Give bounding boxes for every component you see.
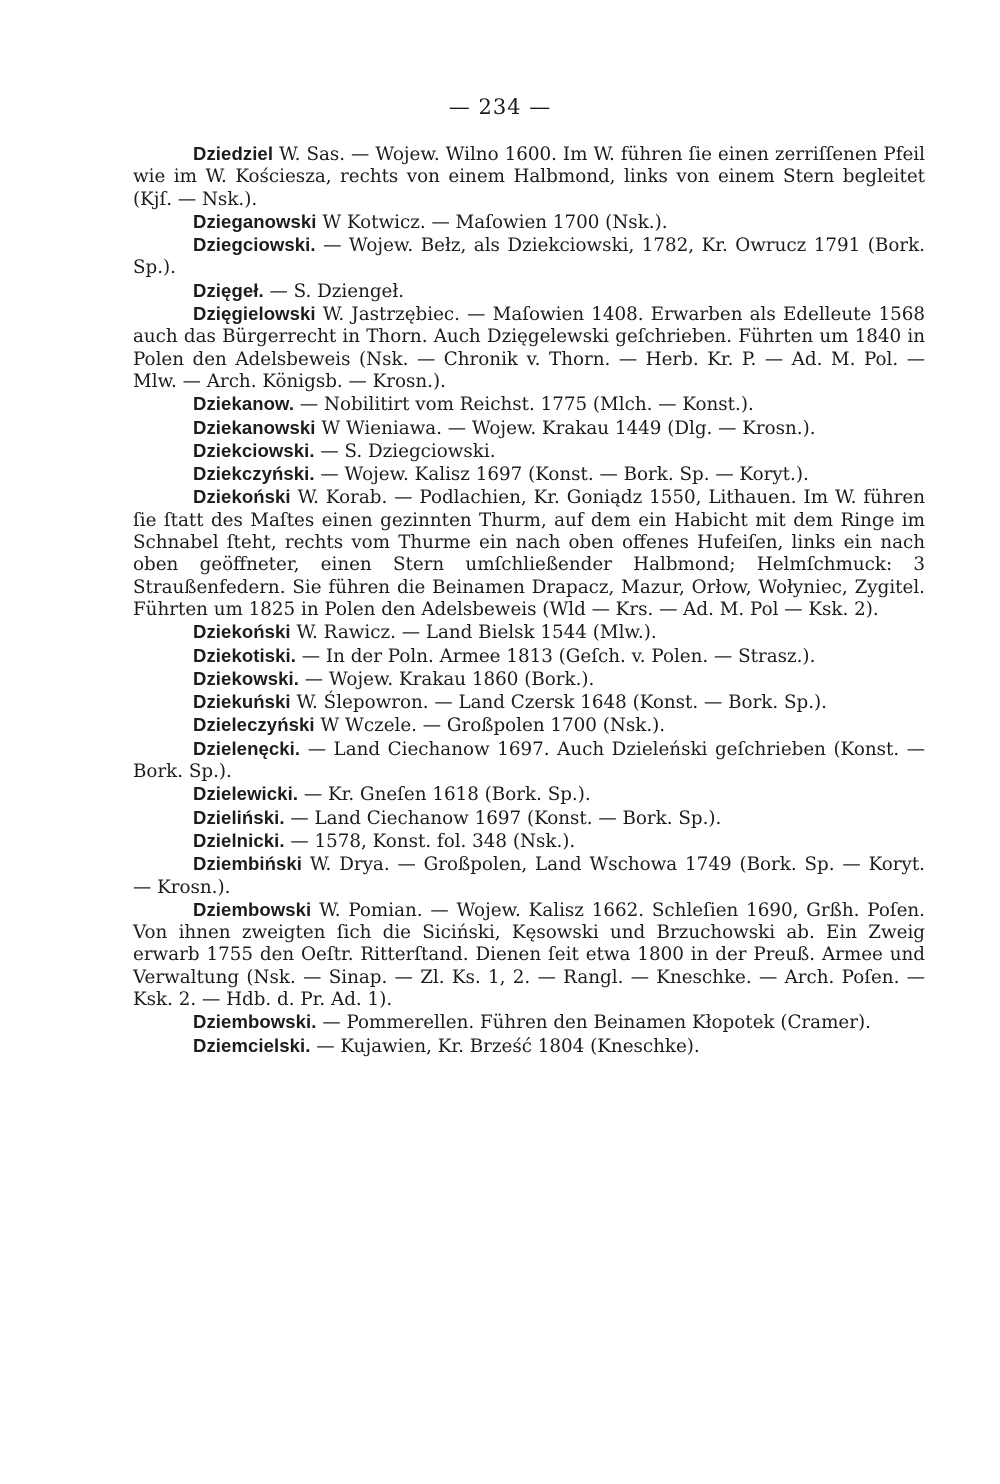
entry-headword: Dziembowski: [193, 898, 312, 920]
entry: [133, 645, 925, 668]
entry-text: — Kujawien, Kr. Brześć 1804 (Kneschke).: [310, 1035, 700, 1057]
entry-headword: Dziemcielski.: [193, 1034, 311, 1056]
entry-headword: Dziekoński: [193, 486, 291, 508]
entry: [133, 486, 925, 621]
entry: [133, 1035, 925, 1058]
entry-text: — S. Dziengeł.: [263, 280, 405, 302]
entry-text: W Wieniawa. — Wojew. Krakau 1449 (Dlg. — Krosn.).: [315, 417, 816, 439]
entry-text: — Wojew. Krakau 1860 (Bork.).: [298, 668, 595, 690]
entry: [133, 783, 925, 806]
entry-text: W. Pomian. — Wojew. Kalisz 1662. Schleſien 1690, Grßh. Poſen. Von ihnen zweigten ſich die Siciński, Kęsowski und Brzuchowski ab. Ein Zweig erwarb 1755 den Oeſtr. Ritterſtand. Dienen ſeit etwa 1800 in der Preuß. Armee und Verwaltung (Nsk. — Sinap. — Zl. Ks. 1, 2. — Rangl. — Kneschke. — Arch. Poſen. — Ksk. 2. — Hdb. d. Pr. Ad. 1).: [133, 899, 925, 1010]
entry-text: W. Ślepowron. — Land Czersk 1648 (Konst. — Bork. Sp.).: [290, 692, 827, 714]
entry: [133, 714, 925, 737]
entry: [133, 234, 925, 280]
entry-text: W Wczele. — Großpolen 1700 (Nsk.).: [314, 715, 666, 737]
entry-headword: Dzielnicki.: [193, 829, 285, 851]
entry: [133, 393, 925, 416]
entry-text: — 1578, Konst. fol. 348 (Nsk.).: [284, 830, 576, 852]
entry-text: — Wojew. Bełz, als Dziekciowski, 1782, Kr. Owrucz 1791 (Bork. Sp.).: [133, 235, 925, 279]
entry-headword: Dzielenęcki.: [193, 737, 301, 759]
entry-text: — Pommerellen. Führen den Beinamen Kłopotek (Cramer).: [316, 1012, 871, 1034]
entry-headword: Dziekuński: [193, 691, 291, 713]
entry: [133, 668, 925, 691]
entry-headword: Dziekanow.: [193, 393, 295, 415]
entry: [133, 211, 925, 234]
entry-headword: Dziekotiski.: [193, 644, 296, 666]
entry: [133, 303, 925, 393]
entry: [133, 738, 925, 784]
entry-text: W. Rawicz. — Land Bielsk 1544 (Mlw.).: [290, 622, 657, 644]
entry: [133, 280, 925, 303]
entry: [133, 807, 925, 830]
entry-headword: Dziekowski.: [193, 667, 299, 689]
entry: [133, 853, 925, 899]
entry-text: — Wojew. Kalisz 1697 (Konst. — Bork. Sp. — Koryt.).: [314, 464, 809, 486]
entry-headword: Dzieganowski: [193, 210, 317, 232]
entry: [133, 621, 925, 644]
entry: [133, 417, 925, 440]
entry-text: — Kr. Gneſen 1618 (Bork. Sp.).: [298, 784, 591, 806]
entries-column: [133, 143, 925, 1058]
entry: [133, 899, 925, 1011]
entry: [133, 1011, 925, 1034]
entry: [133, 463, 925, 486]
entry-headword: Dziegciowski.: [193, 234, 316, 256]
entry-headword: Dziekanowski: [193, 416, 316, 438]
entry-text: W. Jastrzębiec. — Maſowien 1408. Erwarben als Edelleute 1568 auch das Bürgerrecht in Thorn. Auch Dzięgelewski geſchrieben. Führten um 1840 in Polen den Adelsbeweis (Nsk. — Chronik v. Thorn. — Herb. Kr. P. — Ad. M. Pol. — Mlw. — Arch. Königsb. — Krosn.).: [133, 304, 925, 392]
entry-headword: Dziekoński: [193, 621, 291, 643]
entry-headword: Dziembiński: [193, 853, 303, 875]
entry-text: — Land Ciechanow 1697 (Konst. — Bork. Sp.).: [284, 807, 722, 829]
entry-headword: Dzięgeł.: [193, 279, 264, 301]
entry-headword: Dzieliński.: [193, 806, 285, 828]
entry: [133, 440, 925, 463]
entry-text: — Land Ciechanow 1697. Auch Dzieleński geſchrieben (Konst. — Bork. Sp.).: [133, 738, 925, 783]
entry: [133, 143, 925, 211]
entry-headword: Dzięgielowski: [193, 303, 316, 325]
entry-text: W. Drya. — Großpolen, Land Wschowa 1749 (Bork. Sp. — Koryt. — Krosn.).: [133, 854, 925, 898]
entry-headword: Dziedziel: [193, 143, 274, 164]
entry-headword: Dziekciowski.: [193, 439, 315, 461]
entry: [133, 830, 925, 853]
entry-text: W. Korab. — Podlachien, Kr. Goniądz 1550, Lithauen. Im W. führen ſie ſtatt des Maſtes einen gezinnten Thurm, auf dem ein Habicht mit dem Ringe im Schnabel ſteht, rechts vom Thurme ein nach oben offenes Hufeiſen, links ein nach oben geöffneter, einen Stern umſchließender Halbmond; Helmſchmuck: 3 Straußenfedern. Sie führen die Beinamen Drapacz, Mazur, Orłow, Wołyniec, Zygitel. Führten um 1825 in Polen den Adelsbeweis (Wld — Krs. — Ad. M. Pol — Ksk. 2).: [133, 487, 925, 620]
entry: [133, 691, 925, 714]
entry-headword: Dziembowski.: [193, 1011, 317, 1033]
entry-text: W Kotwicz. — Maſowien 1700 (Nsk.).: [316, 211, 668, 233]
entry-text: — In der Poln. Armee 1813 (Geſch. v. Polen. — Strasz.).: [296, 645, 816, 667]
entry-text: — S. Dziegciowski.: [314, 440, 496, 462]
entry-text: W. Sas. — Wojew. Wilno 1600. Im W. führen ſie einen zerriſſenen Pfeil wie im W. Kościesza, rechts von einem Halbmond, links von einem Stern begleitet (Kjſ. — Nsk.).: [133, 144, 925, 210]
entry-headword: Dzieleczyński: [193, 714, 315, 736]
entry-headword: Dziekczyński.: [193, 463, 315, 485]
entry-text: — Nobilitirt vom Reichst. 1775 (Mlch. — Konst.).: [294, 394, 754, 416]
page-number: — 234 —: [448, 95, 552, 119]
entry-headword: Dzielewicki.: [193, 783, 299, 805]
